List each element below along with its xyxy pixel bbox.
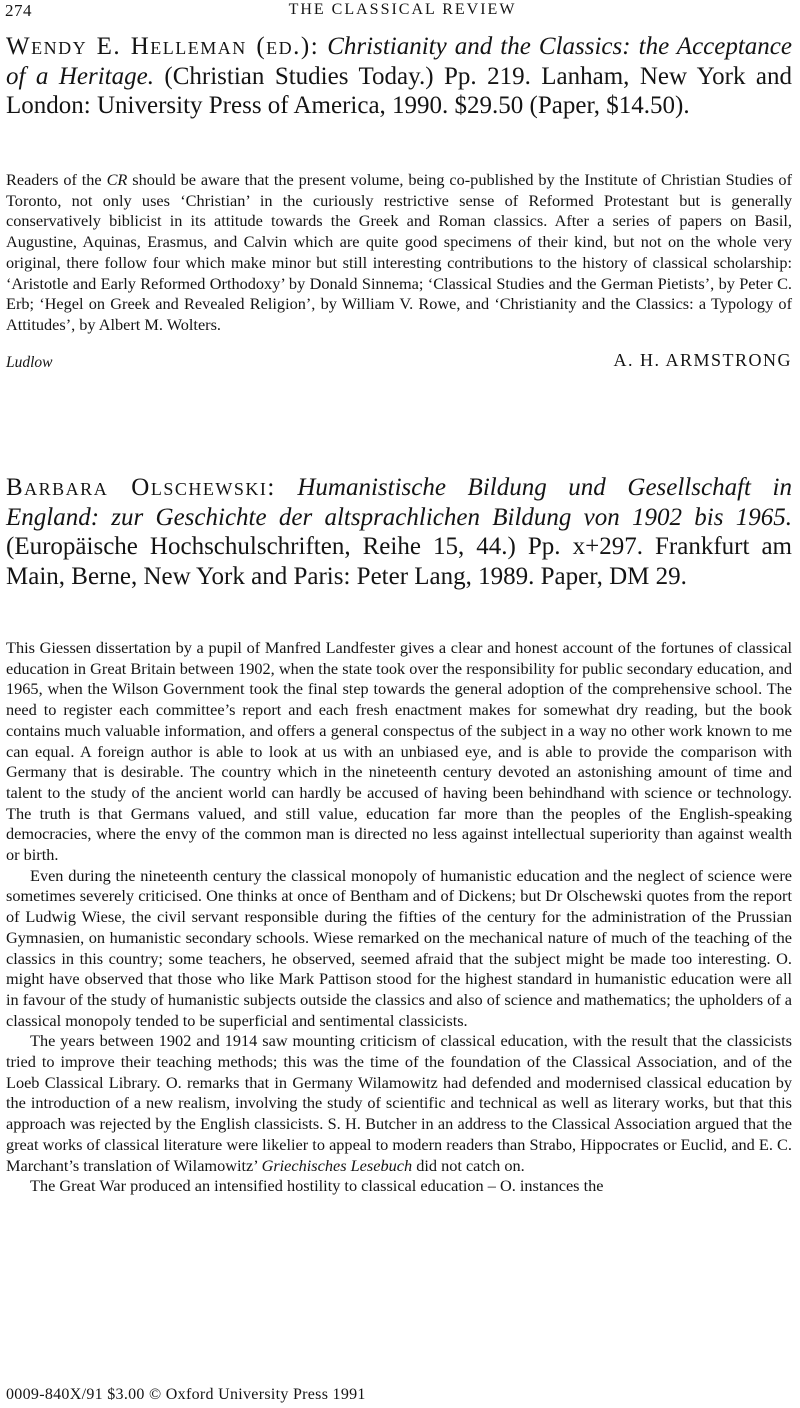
review-paragraph: The Great War produced an intensified hostility to classical education – O. instances the	[30, 1176, 604, 1196]
review-author: Barbara Olschewski:	[6, 474, 276, 501]
text-run: did not catch on.	[412, 1155, 525, 1175]
publication-details: (Europäische Hochschulschriften, Reihe 15, 44.) Pp. x+297. Frankfurt am Main, Berne, New York and Paris: Peter Lang, 1989. Paper, DM 29.	[6, 533, 792, 590]
review-paragraph: Even during the nineteenth century the classical monopoly of humanistic education and the neglect of science were sometimes severely criticised. One thinks at once of Bentham and of Dickens; but Dr Olschewski quotes from the report of Ludwig Wiese, the civil servant responsible during the fifties of the century for the administration of the Prussian Gymnasien, on humanistic secondary schools. Wiese remarked on the mechanical nature of much of the teaching of the classics in this country; some teachers, he observed, seemed afraid that the subject might be made too interesting. O. might have observed that those who like Mark Pattison stood for the highest standard in humanistic education were all in favour of the study of humanistic subjects outside the classics and also of science and mathematics; the upholders of a classical monopoly tended to be superficial and sentimental classicists.	[6, 865, 792, 1030]
running-head	[5, 0, 800, 24]
review-heading-helleman	[6, 32, 792, 121]
page-number: 274	[5, 1, 32, 20]
cited-book-title: Griechisches Lesebuch	[261, 1155, 413, 1175]
reviewer-location: Ludlow	[6, 354, 53, 371]
review-paragraph	[6, 170, 792, 336]
publication-details: (Christian Studies Today.) Pp. 219. Lanham, New York and London: University Press of America, 1990. $29.50 (Paper, $14.50).	[6, 62, 792, 119]
journal-title: THE CLASSICAL REVIEW	[288, 1, 517, 18]
review-paragraph: This Giessen dissertation by a pupil of Manfred Landfester gives a clear and honest account of the fortunes of classical education in Great Britain between 1902, when the state took over the responsibility for public secondary education, and 1965, when the Wilson Government took the final step towards the general adoption of the comprehensive school. The need to register each committee’s report and each fresh enactment makes for somewhat dry reading, but the book contains much valuable information, and offers a general conspectus of the subject in a way no other work known to me can equal. A foreign author is able to look at us with an unbiased eye, and is able to provide the comparison with Germany that is desirable. The country which in the nineteenth century devoted an astonishing amount of time and talent to the study of the ancient world can hardly be accused of having been behindhand with science or technology. The truth is that Germans valued, and still value, education far more than the peoples of the English-speaking democracies, where the envy of the common man is directed no less against intellectual superiority than against wealth or birth.	[6, 638, 792, 865]
book-title: Christianity and the Classics: the Acceptance of a Heritage.	[6, 33, 792, 90]
review-body-olschewski	[6, 638, 792, 1197]
review-paragraph	[6, 1031, 792, 1176]
text-run: Readers of the	[6, 170, 107, 189]
review-heading-olschewski	[6, 473, 792, 591]
journal-abbreviation: CR	[106, 170, 128, 189]
review-signoff-helleman	[6, 350, 792, 374]
text-run: The years between 1902 and 1914 saw mounting criticism of classical education, with the result that the classicists tried to improve their teaching methods; this was the time of the foundation of the Classical Association, and of the Loeb Classical Library. O. remarks that in Germany Wilamowitz had defended and modernised classical education by the introduction of a new realism, involving the study of scientific and technical as well as literary works, but that this approach was rejected by the English classicists. S. H. Butcher in an address to the Classical Association argued that the great works of classical literature were likelier to appeal to modern readers than Strabo, Hippocrates or Euclid, and E. C. Marchant’s translation of Wilamowitz’	[6, 1031, 792, 1175]
book-title: Humanistische Bildung und Gesellschaft in England: zur Geschichte der altsprachlichen Bildung von 1902 bis 1965.	[6, 474, 792, 531]
text-run: should be aware that the present volume, being co-published by the Institute of Christian Studies of Toronto, not only uses ‘Christian’ in the curiously restrictive sense of Reformed Protestant but is generally conservatively biblicist in its attitude towards the Greek and Roman classics. After a series of papers on Basil, Augustine, Aquinas, Erasmus, and Calvin which are quite good specimens of their kind, but not on the whole very original, there follow four which make minor but still interesting contributions to the history of classical scholarship: ‘Aristotle and Early Reformed Orthodoxy’ by Donald Sinnema; ‘Classical Studies and the German Pietists’, by Peter C. Erb; ‘Hegel on Greek and Revealed Religion’, by William V. Rowe, and ‘Christianity and the Classics: a Typology of Attitudes’, by Albert M. Wolters.	[6, 170, 792, 334]
review-author: Wendy E. Helleman (ed.):	[6, 33, 320, 60]
review-body-helleman	[6, 170, 792, 336]
reviewer-name: A. H. ARMSTRONG	[613, 350, 792, 370]
copyright-footer: 0009-840X/91 $3.00 © Oxford University Press 1991	[6, 1386, 366, 1403]
